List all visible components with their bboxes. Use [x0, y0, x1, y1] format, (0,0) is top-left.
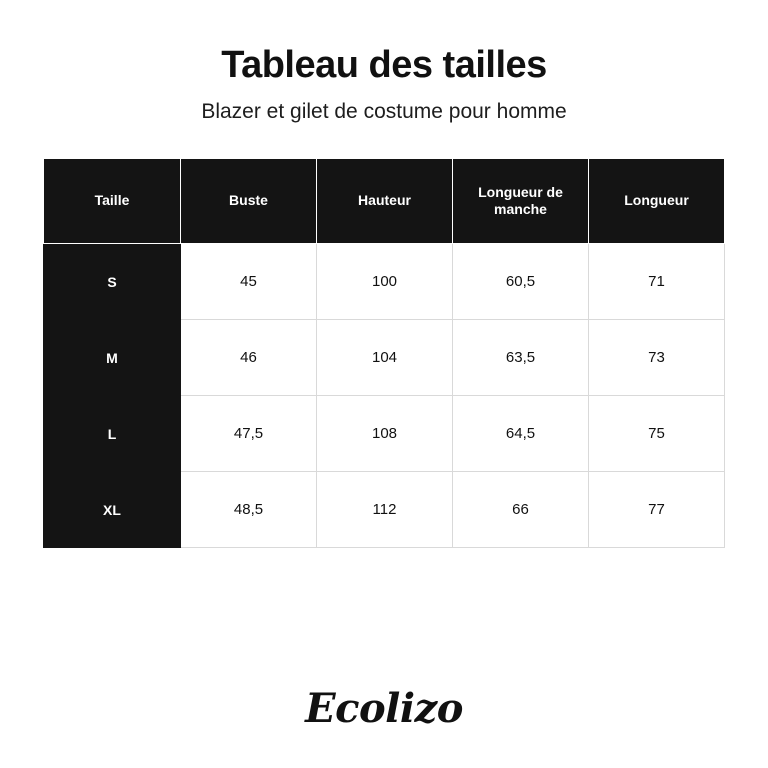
column-header-longueur-de-manche: Longueur de manche [453, 159, 589, 244]
column-header-hauteur: Hauteur [317, 159, 453, 244]
cell-hauteur-xl: 112 [317, 472, 453, 548]
cell-size-l: L [44, 396, 181, 472]
size-table-head [44, 159, 725, 244]
cell-manche-m: 63,5 [453, 320, 589, 396]
brand-logo: Ecolizo [305, 685, 463, 732]
cell-manche-xl: 66 [453, 472, 589, 548]
page-title: Tableau des tailles [221, 44, 547, 86]
cell-hauteur-s: 100 [317, 244, 453, 320]
cell-size-s: S [44, 244, 181, 320]
cell-buste-l: 47,5 [181, 396, 317, 472]
table-row [44, 472, 725, 548]
cell-buste-m: 46 [181, 320, 317, 396]
cell-size-xl: XL [44, 472, 181, 548]
column-header-taille: Taille [44, 159, 181, 244]
cell-buste-xl: 48,5 [181, 472, 317, 548]
size-table-body [44, 244, 725, 548]
table-row [44, 396, 725, 472]
cell-longueur-xl: 77 [589, 472, 725, 548]
page-subtitle: Blazer et gilet de costume pour homme [201, 99, 567, 123]
column-header-longueur: Longueur [589, 159, 725, 244]
table-row [44, 320, 725, 396]
column-header-buste: Buste [181, 159, 317, 244]
cell-buste-s: 45 [181, 244, 317, 320]
size-table [43, 158, 725, 548]
cell-manche-s: 60,5 [453, 244, 589, 320]
table-header-row [44, 159, 725, 244]
cell-hauteur-l: 108 [317, 396, 453, 472]
table-row [44, 244, 725, 320]
cell-hauteur-m: 104 [317, 320, 453, 396]
cell-longueur-m: 73 [589, 320, 725, 396]
cell-size-m: M [44, 320, 181, 396]
cell-longueur-s: 71 [589, 244, 725, 320]
size-table-container [43, 158, 725, 548]
cell-longueur-l: 75 [589, 396, 725, 472]
cell-manche-l: 64,5 [453, 396, 589, 472]
